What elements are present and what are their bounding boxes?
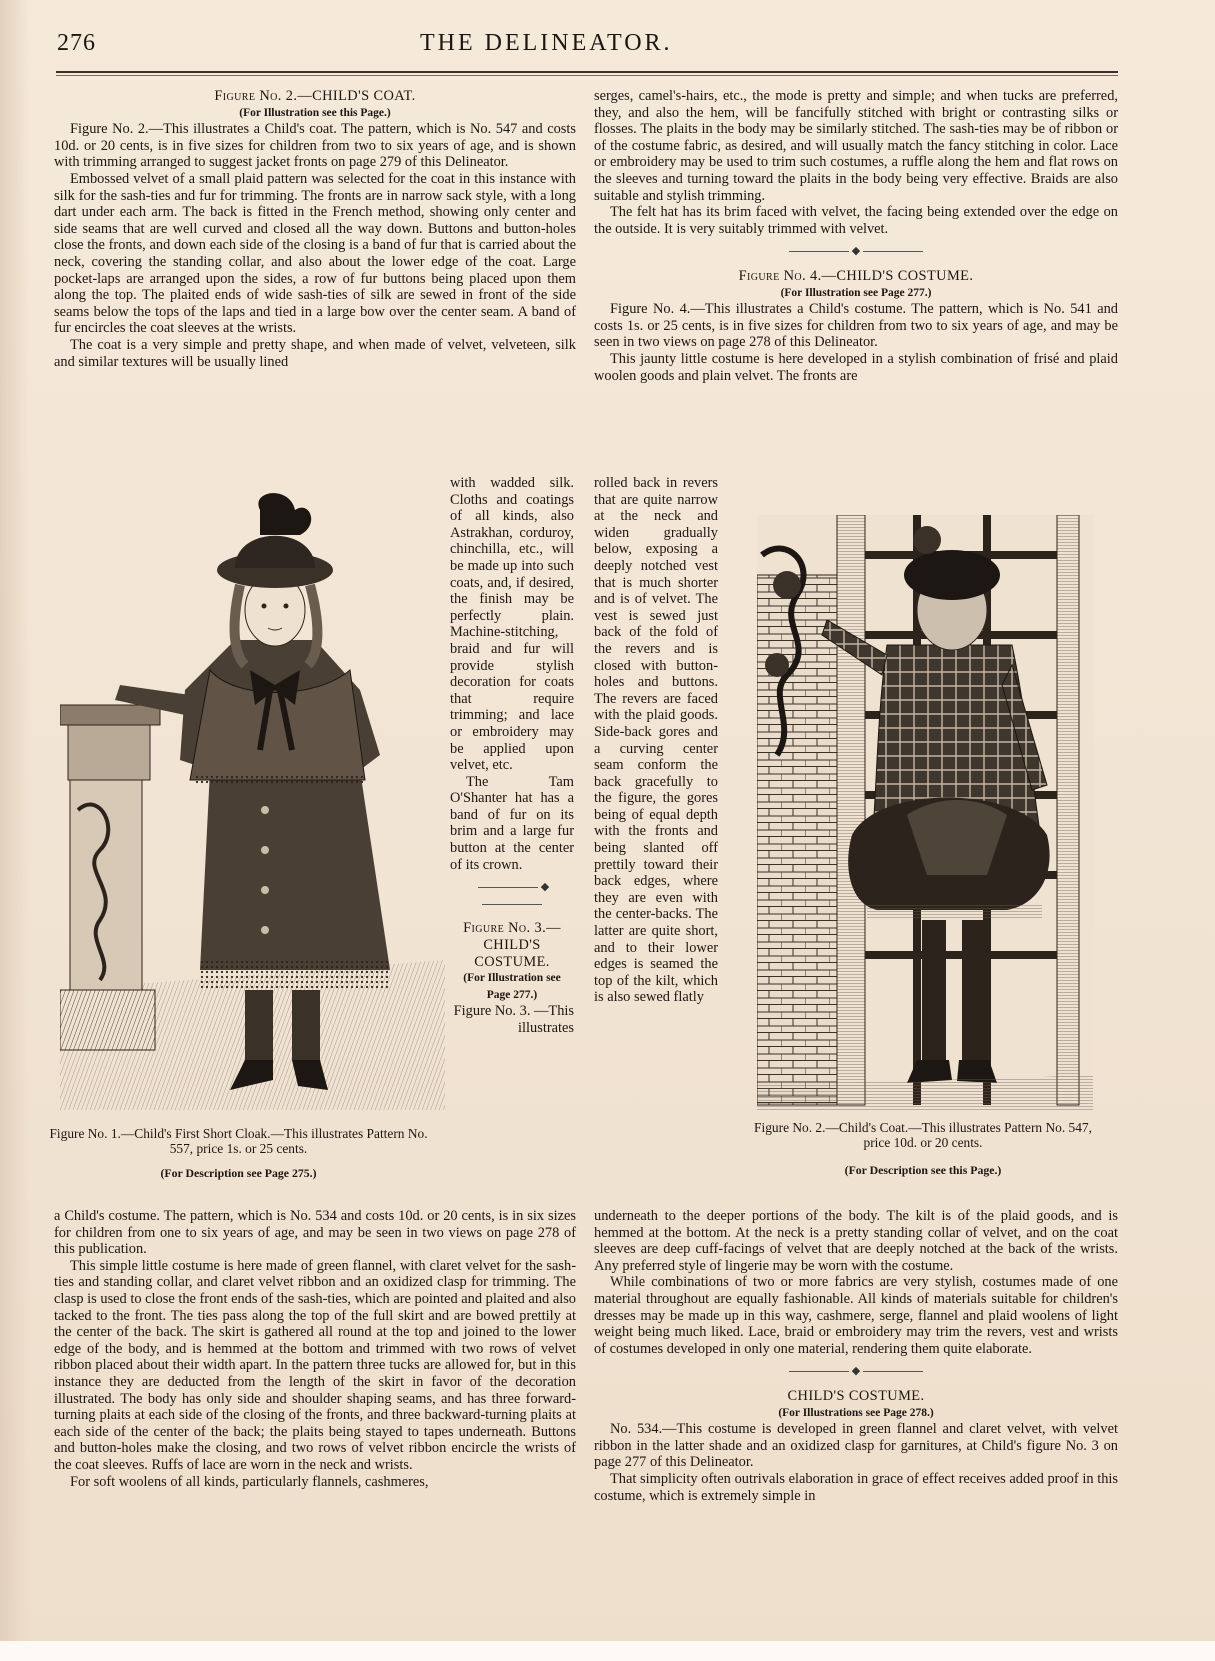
section-subheading: (For Illustration see this Page.) bbox=[239, 106, 391, 119]
ornament-divider: ◆ bbox=[594, 243, 1118, 260]
figure-2-caption: Figure No. 2.—Child's Coat.—This illustrates Pattern No. 547, price 10d. or 20 cents. bbox=[754, 1120, 1092, 1150]
page-edge-shadow bbox=[0, 0, 30, 1661]
figure-2-description-ref: (For Description see this Page.) bbox=[844, 1163, 1002, 1177]
header-rule bbox=[56, 71, 1118, 73]
section-subheading: (For Illustration see Page 277.) bbox=[780, 286, 932, 299]
paragraph: The felt hat has its brim faced with velvet, the facing being extended over the edge on the outside. It is very suitably trimmed with velvet. bbox=[594, 204, 1118, 237]
figure-1-description-ref: (For Description see Page 275.) bbox=[160, 1166, 317, 1180]
paragraph: Figure No. 4.—This illustrates a Child's costume. The pattern, which is No. 541 and costs 1s. or 25 cents, is in five sizes for children from two to six years of age, and may be seen in two views on page 278 of this Delineator. bbox=[594, 301, 1118, 351]
paragraph: Figure No. 2.—This illustrates a Child's coat. The pattern, which is No. 547 and costs 10d. or 20 cents, is in five sizes for children from two to six years of age, and is shown with trimming arranged to suggest jacket fronts on page 279 of this Delineator. bbox=[54, 121, 576, 171]
paragraph: This jaunty little costume is here developed in a stylish combination of frisé and plaid woolen goods and plain velvet. The fronts are bbox=[594, 350, 1118, 384]
paragraph: While combinations of two or more fabrics are very stylish, costumes made of one material throughout are equally fashionable. All kinds of materials suitable for children's dresses may be made up in this way, cashmere, serge, flannel and plaid woolens of light weight being much liked. Lace, braid or embroidery may trim the revers, vest and wrists of costumes developed in only one material, rendering them quite elaborate. bbox=[594, 1274, 1118, 1357]
scan-margin bbox=[0, 1641, 1215, 1661]
ornament-divider: ◆ bbox=[594, 1363, 1118, 1380]
figure-1-illustration bbox=[60, 490, 445, 1110]
figure-1-caption: Figure No. 1.—Child's First Short Cloak.—This illustrates Pattern No. 557, price 1s. or 25 cents. bbox=[49, 1126, 428, 1156]
section-subheading: (For Illustration see Page 277.) bbox=[463, 972, 561, 1001]
figure-2-illustration bbox=[757, 515, 1093, 1110]
paragraph: underneath to the deeper portions of the body. The kilt is of the plaid goods, and is hemmed at the bottom. At the neck is a pretty standing collar of velvet, and on the coat sleeves are deep cuff-facings of velvet that are deeply notched at the back of the wrists. Any preferred style of lingerie may be worn with the costume. bbox=[594, 1208, 1118, 1274]
right-column-top bbox=[594, 88, 1118, 384]
section-heading: Figure No. 3.— CHILD'S COSTUME. bbox=[463, 920, 561, 970]
section-subheading: (For Illustrations see Page 278.) bbox=[778, 1406, 934, 1419]
right-narrow-column bbox=[594, 475, 718, 1006]
left-narrow-column bbox=[450, 475, 574, 1037]
section-heading: Figure No. 2.—CHILD'S COAT. bbox=[214, 88, 416, 104]
header-rule-thin bbox=[56, 75, 1118, 76]
paragraph: No. 534.—This costume is developed in green flannel and claret velvet, with velvet ribbon in the latter shade and an oxidized clasp for garnitures, at Child's figure No. 3 on page 277 of this Delineator. bbox=[594, 1421, 1118, 1471]
left-column-bottom bbox=[54, 1208, 576, 1490]
paragraph: Embossed velvet of a small plaid pattern was selected for the coat in this instance with silk for the sash-ties and fur for trimming. The fronts are in narrow sack style, with a long dart under each arm. The back is fitted in the French method, showing only center and side seams that are well curved and closed all the way down. Buttons and button-holes close the fronts, and down each side of the closing is a band of fur that is carried about the neck, covering the standing collar, and also about the lower edge of the coat. Large pocket-laps are arranged upon the sides, a row of fur buttons being placed upon them along the top. The plaited ends of wide sash-ties of silk are sewed in front of the side seams below the tops of the laps and tied in a large bow over the center seam. A band of fur encircles the coat sleeves at the wrists. bbox=[54, 170, 576, 337]
page-number: 276 bbox=[57, 30, 96, 56]
paragraph: The Tam O'Shanter hat has a band of fur on its brim and a large fur button at the center of its crown. bbox=[450, 773, 574, 873]
paragraph: rolled back in revers that are quite narrow at the neck and widen gradually below, exposing a deeply notched vest that is much shorter and is of velvet. The vest is sewed just back of the fold of the revers and is closed with button-holes and buttons. The revers are faced with the plaid goods. Side-back gores and a curving center seam conform the back gracefully to the figure, the gores being of equal depth with the fronts and being slanted off prettily toward their back edges, where they are even with the center-backs. The latter are quite short, and to their lower edges is seamed the top of the kilt, which is also sewed flatly bbox=[594, 475, 718, 1006]
paragraph-start: Figure No. 3. —This illustrates bbox=[453, 1003, 574, 1036]
ornament-divider: ◆ bbox=[450, 879, 574, 912]
paragraph: This simple little costume is here made of green flannel, with claret velvet for the sash-ties and standing collar, and claret velvet ribbon and an oxidized clasp for trimming. The clasp is used to close the front ends of the sash-ties, which are pointed and plaited and also tacked to the front. The ties pass along the top of the full skirt and are bowed prettily at the center of the back. The skirt is gathered all round at the top and joined to the lower edge of the body, and is hemmed at the bottom and trimmed with two rows of velvet ribbon placed about their width apart. In the pattern three tucks are allowed for, but in this instance they are deducted from the length of the skirt in favor of the decoration illustrated. The body has only side and shoulder shaping seams, and has three forward-turning plaits at each side of the closing of the fronts, and three backward-turning plaits at each side of the center of the back; the plaits being stayed to tapes underneath. Buttons and button-holes make the closing, and two rows of velvet ribbon encircle the wrists of the coat sleeves. Ruffs of lace are worn in the neck and wrists. bbox=[54, 1257, 576, 1473]
section-heading: CHILD'S COSTUME. bbox=[787, 1387, 925, 1404]
paragraph: with wadded silk. Cloths and coatings of all kinds, also Astrakhan, corduroy, chinchilla, etc., will be made up into such coats, and, if desired, the finish may be perfectly plain. Machine-stitching, braid and fur will provide stylish decoration for coats that require trimming; and lace or embroidery may be applied upon velvet, etc. bbox=[450, 475, 574, 774]
paragraph: a Child's costume. The pattern, which is No. 534 and costs 10d. or 20 cents, is in six sizes for children from one to six years of age, and may be seen in two views on page 278 of this publication. bbox=[54, 1208, 576, 1258]
paragraph: serges, camel's-hairs, etc., the mode is pretty and simple; and when tucks are preferred, they, and also the hem, will be fancifully stitched with bright or contrasting silks or flosses. The plaits in the body may be similarly stitched. The sash-ties may be of ribbon or of the costume fabric, as desired, and will usually match the fancy stitching in color. Lace or embroidery may be used to trim such costumes, a ruffle along the hem and flat rows on the sleeves and turning toward the plaits in the body being very effective. Braids are also suitable and stylish trimming. bbox=[594, 88, 1118, 204]
paragraph: The coat is a very simple and pretty shape, and when made of velvet, velveteen, silk and similar textures will be usually lined bbox=[54, 336, 576, 370]
paragraph: For soft woolens of all kinds, particularly flannels, cashmeres, bbox=[70, 1473, 429, 1490]
left-column-top bbox=[54, 88, 576, 370]
paragraph: That simplicity often outrivals elaboration in grace of effect receives added proof in this costume, which is extremely simple in bbox=[594, 1470, 1118, 1504]
right-column-bottom bbox=[594, 1208, 1118, 1504]
section-heading: Figure No. 4.—CHILD'S COSTUME. bbox=[738, 267, 974, 284]
running-head-title: THE DELINEATOR. bbox=[420, 30, 673, 56]
